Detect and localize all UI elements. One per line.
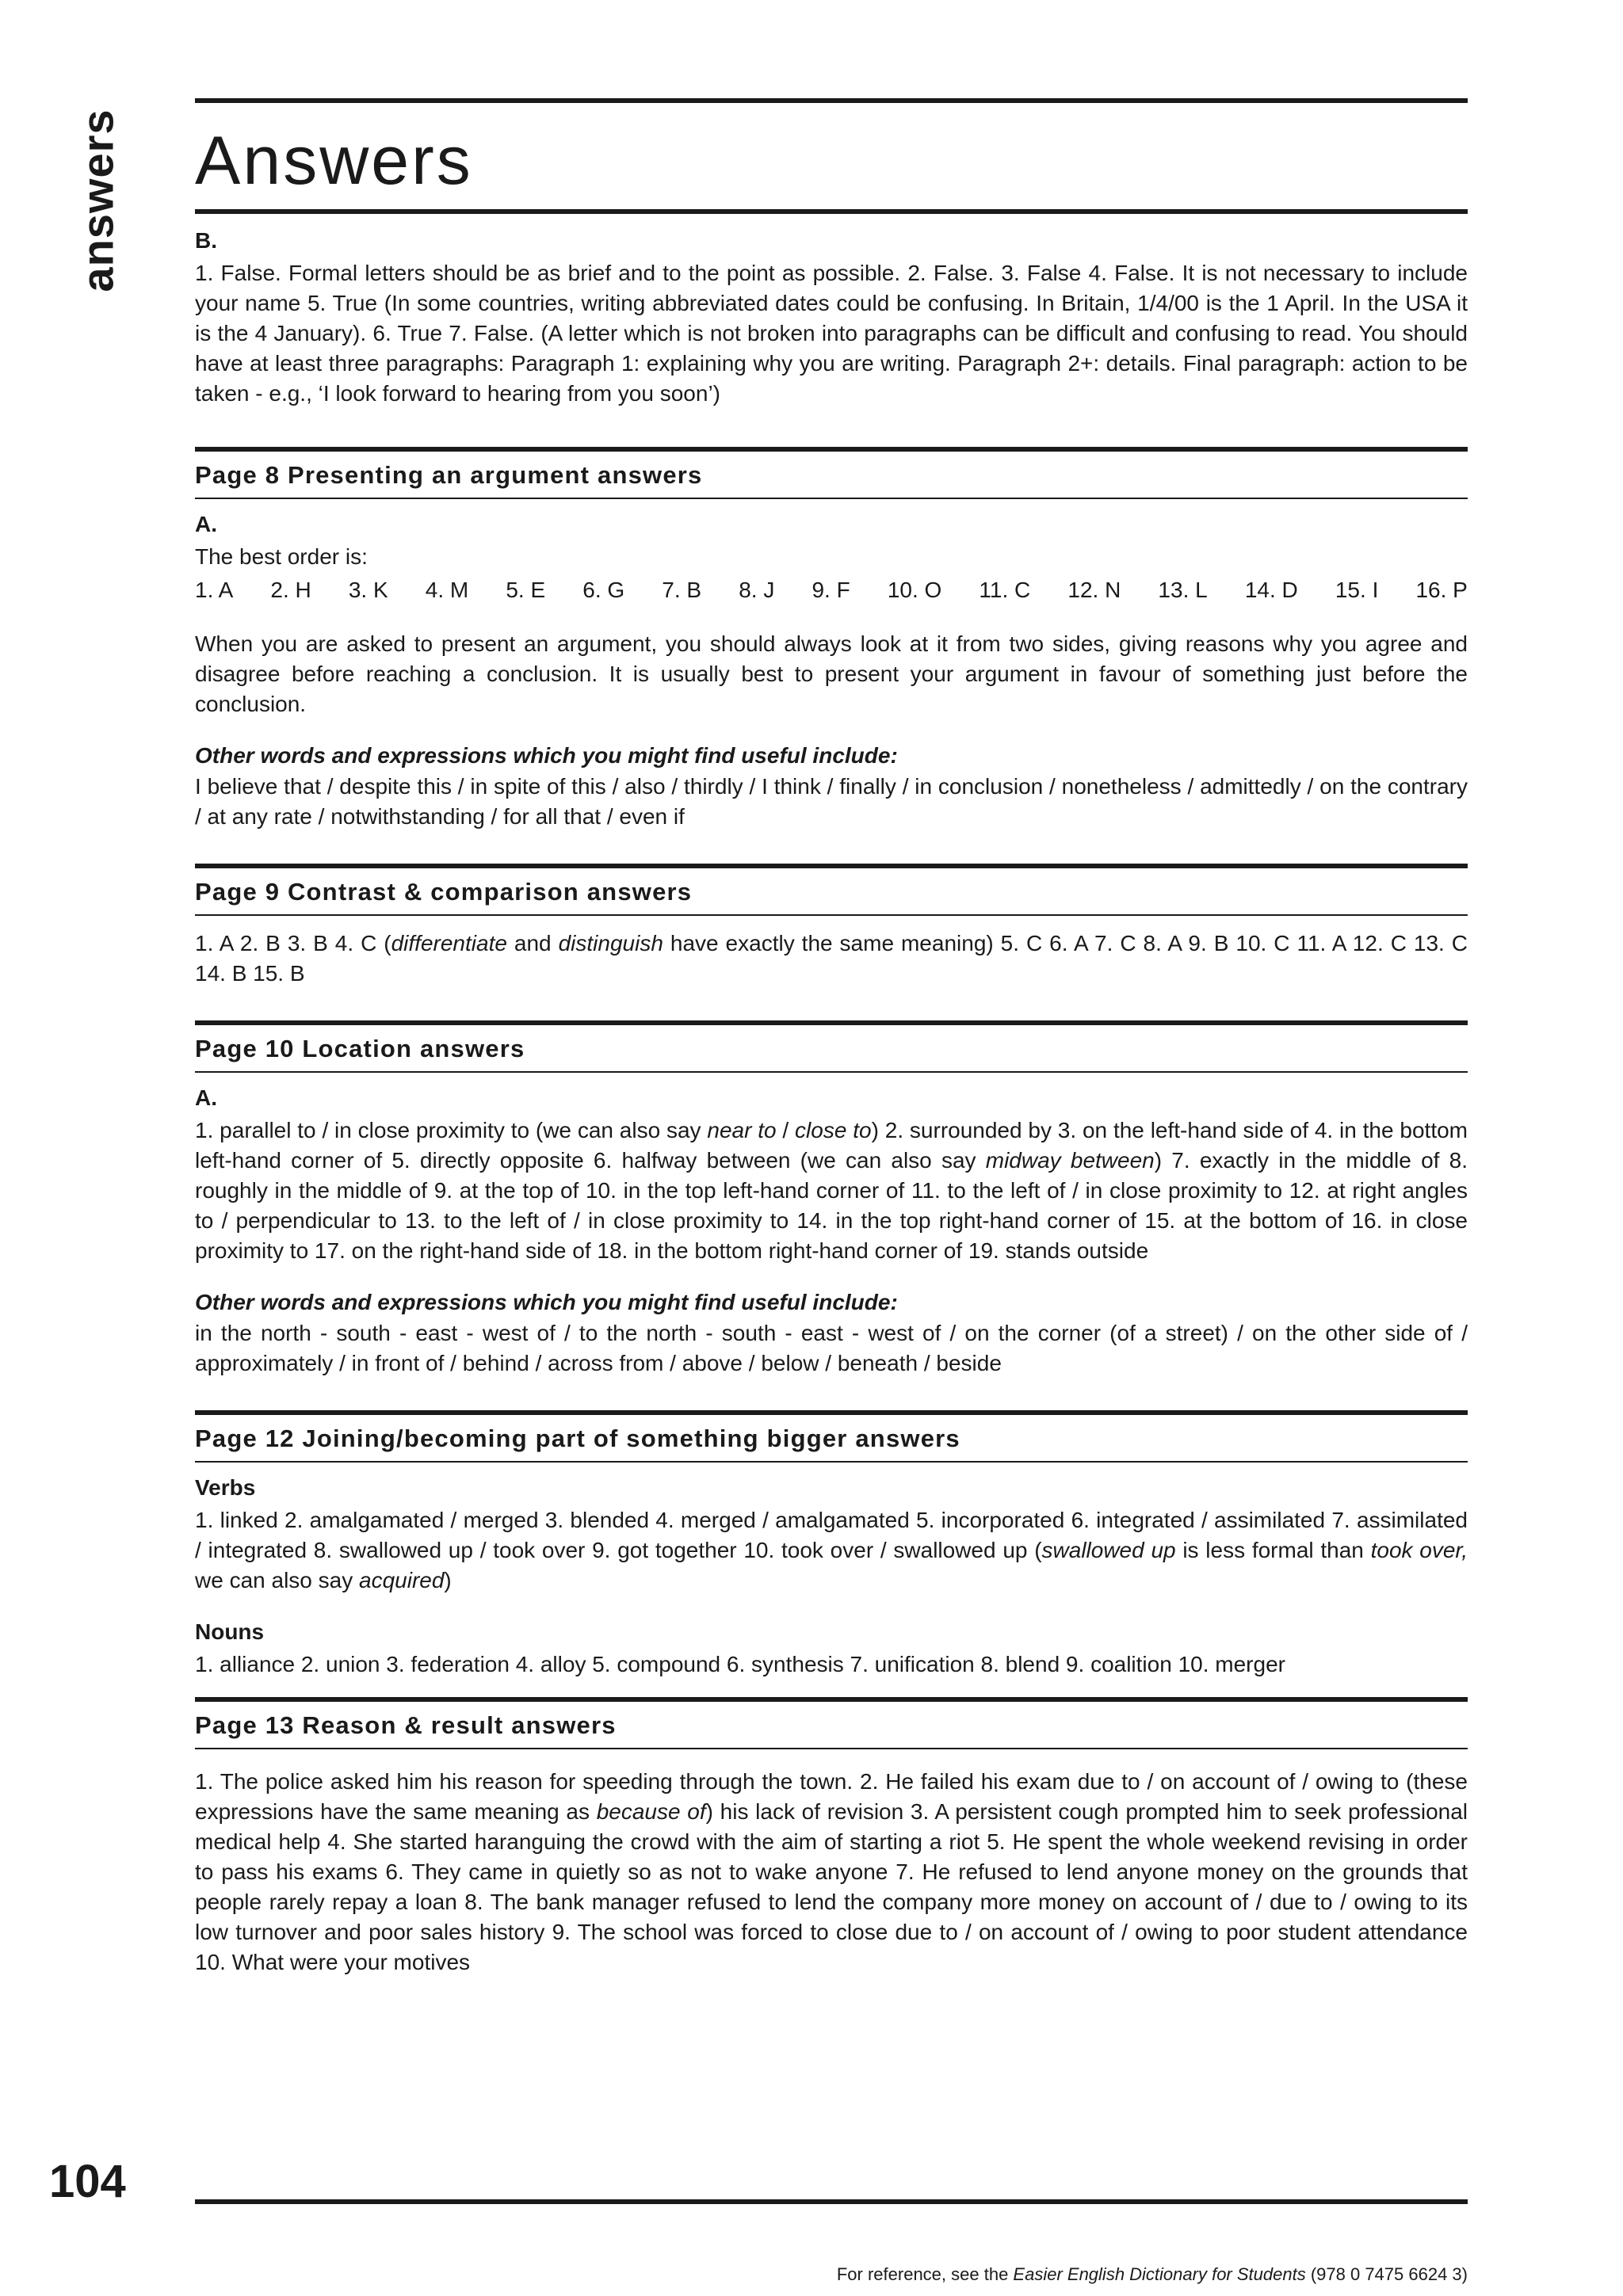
side-tab-label: answers	[72, 109, 123, 292]
section-label: A.	[195, 512, 217, 537]
section-page-9	[195, 916, 1468, 1020]
nouns-answers: 1. alliance 2. union 3. federation 4. alloy 5. compound 6. synthesis 7. unification 8. blend 9. coalition 10. merger	[195, 1652, 1285, 1677]
section-title-page-12: Page 12 Joining/becoming part of something bigger answers	[195, 1425, 960, 1453]
section-title-page-13: Page 13 Reason & result answers	[195, 1711, 617, 1740]
answer-item: 10. O	[887, 578, 942, 603]
useful-expressions-text: I believe that / despite this / in spite of this / also / thirdly / I think / finally / in conclusion / nonetheless / admittedly / on the contrary / at any rate / notwithstanding / for all that / even if	[195, 774, 1468, 830]
answer-item: 15. I	[1335, 578, 1379, 603]
page-title: Answers	[195, 123, 473, 199]
answer-item: 3. K	[348, 578, 388, 603]
answer-item: 6. G	[582, 578, 625, 603]
argument-paragraph: When you are asked to present an argument, you should always look at it from two sides, giving reasons why you agree and disagree before reaching a conclusion. It is usually best to present your argument in favour of something just before the conclusion.	[195, 631, 1468, 717]
verbs-answers: 1. linked 2. amalgamated / merged 3. blended 4. merged / amalgamated 5. incorporated 6. integrated / assimilated 7. assimilated / integrated 8. swallowed up / took over 9. got together 10. took over / swallowed up (swallowed up is less formal than took over, we can also say acquired)	[195, 1508, 1468, 1593]
answer-item: 5. E	[506, 578, 546, 603]
useful-expressions-heading: Other words and expressions which you might find useful include:	[195, 743, 898, 769]
answer-item: 4. M	[425, 578, 469, 603]
page-content	[195, 98, 1468, 1985]
intro-section	[195, 214, 1468, 447]
section-title-page-8: Page 8 Presenting an argument answers	[195, 461, 703, 490]
answer-item: 9. F	[812, 578, 850, 603]
section-title-page-10: Page 10 Location answers	[195, 1035, 525, 1063]
footer-reference: For reference, see the Easier English Dictionary for Students (978 0 7475 6624 3)	[836, 2264, 1468, 2284]
verbs-label: Verbs	[195, 1475, 256, 1501]
contrast-answers: 1. A 2. B 3. B 4. C (differentiate and distinguish have exactly the same meaning) 5. C 6. A 7. C 8. A 9. B 10. C 11. A 12. C 13. C 14. B 15. B	[195, 931, 1468, 986]
answer-order-row	[195, 575, 1468, 605]
location-answers: 1. parallel to / in close proximity to (we can also say near to / close to) 2. surrounded by 3. on the left-hand side of 4. in the bottom left-hand corner of 5. directly opposite 6. halfway between (we can also say midway between) 7. exactly in the middle of 8. roughly in the middle of 9. at the top of 10. in the top left-hand corner of 11. to the left of / in close proximity to 12. at right angles to / perpendicular to 13. to the left of / in close proximity to 14. in the top right-hand corner of 15. at the bottom of 16. in close proximity to 17. on the right-hand side of 18. in the bottom right-hand corner of 19. stands outside	[195, 1118, 1468, 1264]
answer-item: 11. C	[979, 578, 1031, 603]
intro-text: 1. False. Formal letters should be as brief and to the point as possible. 2. False. 3. False 4. False. It is not necessary to include your name 5. True (In some countries, writing abbreviated dates could be confusing. In Britain, 1/4/00 is the 1 April. In the USA it is the 4 January). 6. True 7. False. (A letter which is not broken into paragraphs can be difficult and confusing to read. You should have at least three paragraphs: Paragraph 1: explaining why you are writing. Paragraph 2+: details. Final paragraph: action to be taken - e.g., ‘I look forward to hearing from you soon’)	[195, 261, 1468, 406]
useful-expressions-text: in the north - south - east - west of / to the north - south - east - west of / on the corner (of a street) / on the other side of / approximately / in front of / behind / across from / above / below / beneath / beside	[195, 1321, 1468, 1376]
answer-item: 7. B	[662, 578, 702, 603]
page-number: 104	[49, 2156, 126, 2207]
section-page-10	[195, 1073, 1468, 1410]
nouns-label: Nouns	[195, 1619, 265, 1645]
best-order-lead: The best order is:	[195, 544, 368, 570]
section-page-8	[195, 499, 1468, 864]
section-page-12	[195, 1463, 1468, 1697]
answer-item: 13. L	[1158, 578, 1208, 603]
answer-item: 16. P	[1415, 578, 1468, 603]
answer-item: 2. H	[270, 578, 311, 603]
section-title-page-9: Page 9 Contrast & comparison answers	[195, 878, 693, 906]
side-tab	[70, 101, 125, 299]
answer-item: 14. D	[1244, 578, 1298, 603]
reason-result-answers: 1. The police asked him his reason for speeding through the town. 2. He failed his exam due to / on account of / owing to (these expressions have the same meaning as because of) his lack of revision 3. A persistent cough prompted him to seek professional medical help 4. She started haranguing the crowd with the aim of starting a riot 5. He spent the whole weekend revising in order to pass his exams 6. They came in quietly so as not to wake anyone 7. He refused to lend anyone money on the grounds that people rarely repay a loan 8. The bank manager refused to lend the company more money on account of / due to / owing to its low turnover and poor sales history 9. The school was forced to close due to / on account of / owing to poor student attendance 10. What were your motives	[195, 1769, 1468, 1975]
answer-item: 1. A	[195, 578, 234, 603]
section-page-13	[195, 1749, 1468, 1985]
section-label: A.	[195, 1085, 217, 1111]
intro-label: B.	[195, 228, 217, 254]
useful-expressions-heading: Other words and expressions which you might find useful include:	[195, 1290, 898, 1315]
footer-rule	[195, 2199, 1468, 2204]
answer-item: 12. N	[1067, 578, 1121, 603]
title-top-rule	[195, 98, 1468, 103]
answer-item: 8. J	[739, 578, 775, 603]
